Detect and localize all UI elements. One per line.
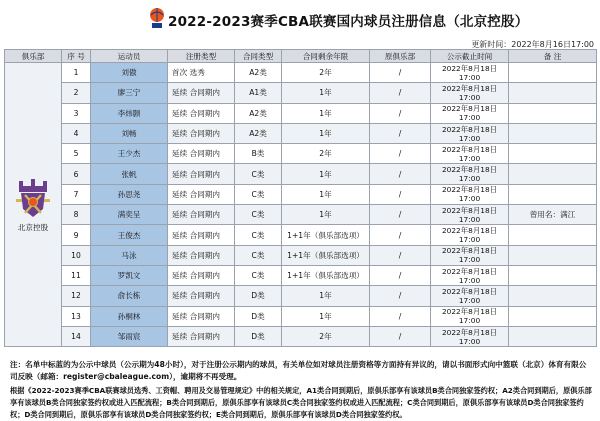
table-row	[5, 184, 597, 204]
deadline	[431, 245, 509, 265]
remark	[509, 286, 597, 306]
club-cell	[5, 63, 62, 347]
deadline-date: 2022年8月18日	[441, 124, 498, 134]
contract-type: D类	[235, 326, 282, 346]
table-row	[5, 265, 597, 285]
column-header: 俱乐部	[5, 50, 62, 63]
original-club: /	[370, 326, 431, 346]
original-club: /	[370, 103, 431, 123]
player-name: 刘傲	[91, 63, 168, 83]
contract-type: A2类	[235, 123, 282, 143]
column-header: 公示截止时间	[431, 50, 509, 63]
registration-type: 延续 合同期内	[168, 245, 235, 265]
beijing-royal-fighters-crest-icon	[13, 177, 53, 221]
player-name: 刘畅	[91, 123, 168, 143]
row-number: 1	[62, 63, 91, 83]
player-table	[4, 49, 597, 347]
remark	[509, 245, 597, 265]
deadline	[431, 306, 509, 326]
deadline	[431, 326, 509, 346]
deadline-time: 17:00	[458, 255, 481, 265]
club-name: 北京控股	[17, 222, 49, 232]
original-club: /	[370, 286, 431, 306]
player-name: 王少杰	[91, 144, 168, 164]
deadline-time: 17:00	[458, 113, 481, 123]
remark	[509, 225, 597, 245]
remark	[509, 144, 597, 164]
deadline	[431, 225, 509, 245]
contract-type: A1类	[235, 83, 282, 103]
deadline-time: 17:00	[458, 275, 481, 285]
original-club: /	[370, 83, 431, 103]
deadline-date: 2022年8月18日	[441, 246, 498, 256]
contract-years: 2年	[282, 63, 370, 83]
player-name: 张帆	[91, 164, 168, 184]
deadline	[431, 205, 509, 225]
table-row	[5, 123, 597, 143]
update-time: 更新时间：2022年8月16日17:00	[471, 40, 594, 49]
player-name: 俞长栋	[91, 286, 168, 306]
deadline-date: 2022年8月18日	[441, 266, 498, 276]
table-header-row	[5, 50, 597, 63]
contract-years: 1年	[282, 83, 370, 103]
deadline	[431, 83, 509, 103]
registration-type: 延续 合同期内	[168, 225, 235, 245]
row-number: 8	[62, 205, 91, 225]
player-name: 罗凯文	[91, 265, 168, 285]
original-club: /	[370, 63, 431, 83]
row-number: 7	[62, 184, 91, 204]
deadline-date: 2022年8月18日	[441, 226, 498, 236]
original-club: /	[370, 306, 431, 326]
deadline	[431, 184, 509, 204]
registration-type: 延续 合同期内	[168, 265, 235, 285]
remark	[509, 164, 597, 184]
contract-type: C类	[235, 265, 282, 285]
column-header: 原俱乐部	[370, 50, 431, 63]
remark	[509, 63, 597, 83]
contract-years: 1年	[282, 184, 370, 204]
deadline-date: 2022年8月18日	[441, 185, 498, 195]
deadline-date: 2022年8月18日	[441, 63, 498, 73]
column-header: 运动员	[91, 50, 168, 63]
registration-type: 延续 合同期内	[168, 83, 235, 103]
table-row	[5, 144, 597, 164]
page-title: 2022-2023赛季CBA联赛国内球员注册信息（北京控股）	[168, 14, 529, 30]
deadline-date: 2022年8月18日	[441, 83, 498, 93]
deadline-time: 17:00	[458, 133, 481, 143]
deadline-time: 17:00	[458, 336, 481, 346]
deadline-time: 17:00	[458, 214, 481, 224]
row-number: 11	[62, 265, 91, 285]
remark	[509, 184, 597, 204]
contract-years: 1年	[282, 205, 370, 225]
contract-type: D类	[235, 286, 282, 306]
deadline-time: 17:00	[458, 174, 481, 184]
table-row	[5, 83, 597, 103]
deadline-date: 2022年8月18日	[441, 165, 498, 175]
registration-type: 延续 合同期内	[168, 286, 235, 306]
deadline	[431, 103, 509, 123]
remark	[509, 326, 597, 346]
row-number: 9	[62, 225, 91, 245]
original-club: /	[370, 144, 431, 164]
remark	[509, 103, 597, 123]
deadline-date: 2022年8月18日	[441, 104, 498, 114]
row-number: 3	[62, 103, 91, 123]
registration-type: 延续 合同期内	[168, 123, 235, 143]
row-number: 5	[62, 144, 91, 164]
contract-type: D类	[235, 306, 282, 326]
deadline	[431, 123, 509, 143]
column-header: 合同剩余年限	[282, 50, 370, 63]
original-club: /	[370, 123, 431, 143]
contract-type: C类	[235, 245, 282, 265]
cba-logo-icon	[148, 6, 166, 30]
deadline-time: 17:00	[458, 316, 481, 326]
deadline-time: 17:00	[458, 92, 481, 102]
table-row	[5, 225, 597, 245]
remark: 曾用名：满江	[509, 205, 597, 225]
contract-type: C类	[235, 184, 282, 204]
player-name: 孙思尧	[91, 184, 168, 204]
registration-type: 延续 合同期内	[168, 306, 235, 326]
contract-type: C类	[235, 164, 282, 184]
contract-years: 2年	[282, 144, 370, 164]
deadline	[431, 164, 509, 184]
table-row	[5, 286, 597, 306]
registration-type: 延续 合同期内	[168, 205, 235, 225]
deadline-time: 17:00	[458, 72, 481, 82]
registration-type: 延续 合同期内	[168, 103, 235, 123]
column-header: 注册类型	[168, 50, 235, 63]
deadline-time: 17:00	[458, 194, 481, 204]
row-number: 6	[62, 164, 91, 184]
row-number: 10	[62, 245, 91, 265]
contract-years: 1年	[282, 306, 370, 326]
player-name: 满奕呈	[91, 205, 168, 225]
player-name: 王俊杰	[91, 225, 168, 245]
remark	[509, 123, 597, 143]
table-row	[5, 306, 597, 326]
player-name: 孙桐林	[91, 306, 168, 326]
row-number: 12	[62, 286, 91, 306]
deadline-date: 2022年8月18日	[441, 307, 498, 317]
player-name: 廖三宁	[91, 83, 168, 103]
contract-years: 1+1年（俱乐部选项）	[282, 265, 370, 285]
remark	[509, 265, 597, 285]
contract-years: 1年	[282, 286, 370, 306]
deadline-date: 2022年8月18日	[441, 286, 498, 296]
page-header	[0, 0, 600, 38]
row-number: 2	[62, 83, 91, 103]
deadline-date: 2022年8月18日	[441, 327, 498, 337]
deadline-time: 17:00	[458, 295, 481, 305]
original-club: /	[370, 164, 431, 184]
contract-type: C类	[235, 205, 282, 225]
original-club: /	[370, 184, 431, 204]
contract-type: B类	[235, 144, 282, 164]
original-club: /	[370, 225, 431, 245]
contract-type: A2类	[235, 103, 282, 123]
row-number: 14	[62, 326, 91, 346]
original-club: /	[370, 205, 431, 225]
contract-years: 1+1年（俱乐部选项）	[282, 225, 370, 245]
publicity-note: 注：名单中标蓝的为公示中球员（公示期为48小时），对于注册公示期内的球员，有关单位如对球员注册资格等方面持有异议的，请以书面形式向中篮联（北京）体育有限公司反映（邮箱：register@cbaleague.com），逾期将不再受理。	[10, 360, 587, 381]
deadline-date: 2022年8月18日	[441, 144, 498, 154]
contract-type: C类	[235, 225, 282, 245]
deadline	[431, 63, 509, 83]
registration-type: 首次 选秀	[168, 63, 235, 83]
registration-type: 延续 合同期内	[168, 326, 235, 346]
deadline-time: 17:00	[458, 153, 481, 163]
contract-years: 1年	[282, 123, 370, 143]
deadline-time: 17:00	[458, 235, 481, 245]
column-header: 备 注	[509, 50, 597, 63]
player-name: 马泳	[91, 245, 168, 265]
deadline	[431, 286, 509, 306]
deadline	[431, 265, 509, 285]
contract-type: A2类	[235, 63, 282, 83]
player-name: 邹雨宸	[91, 326, 168, 346]
rules-note: 根据《2022-2023赛季CBA联赛球员选秀、工资帽、聘用及交易管理规定》中的相关规定，A1类合同到期后，原俱乐部享有该球员B类合同独家签约权；A2类合同到期后，原俱乐部享有该球员B类合同独家签约权或进入匹配流程；B类合同到期后，原俱乐部享有该球员C类合同独家签约权或进入匹配流程；C类合同到期后，原俱乐部享有该球员D类合同独家签约权；D类合同到期后，原俱乐部享有该球员D类合同独家签约权；E类合同到期后，原俱乐部享有该球员D类合同独家签约权。	[10, 386, 592, 419]
deadline	[431, 144, 509, 164]
contract-years: 1+1年（俱乐部选项）	[282, 245, 370, 265]
contract-years: 1年	[282, 164, 370, 184]
registration-type: 延续 合同期内	[168, 184, 235, 204]
row-number: 4	[62, 123, 91, 143]
original-club: /	[370, 245, 431, 265]
remark	[509, 306, 597, 326]
registration-type: 延续 合同期内	[168, 164, 235, 184]
table-row	[5, 245, 597, 265]
contract-years: 2年	[282, 326, 370, 346]
table-row	[5, 63, 597, 83]
original-club: /	[370, 265, 431, 285]
table-row	[5, 326, 597, 346]
registration-type: 延续 合同期内	[168, 144, 235, 164]
table-row	[5, 164, 597, 184]
player-name: 李炜颢	[91, 103, 168, 123]
column-header: 序 号	[62, 50, 91, 63]
table-row	[5, 205, 597, 225]
table-row	[5, 103, 597, 123]
remark	[509, 83, 597, 103]
deadline-date: 2022年8月18日	[441, 205, 498, 215]
row-number: 13	[62, 306, 91, 326]
contract-years: 1年	[282, 103, 370, 123]
column-header: 合同类型	[235, 50, 282, 63]
